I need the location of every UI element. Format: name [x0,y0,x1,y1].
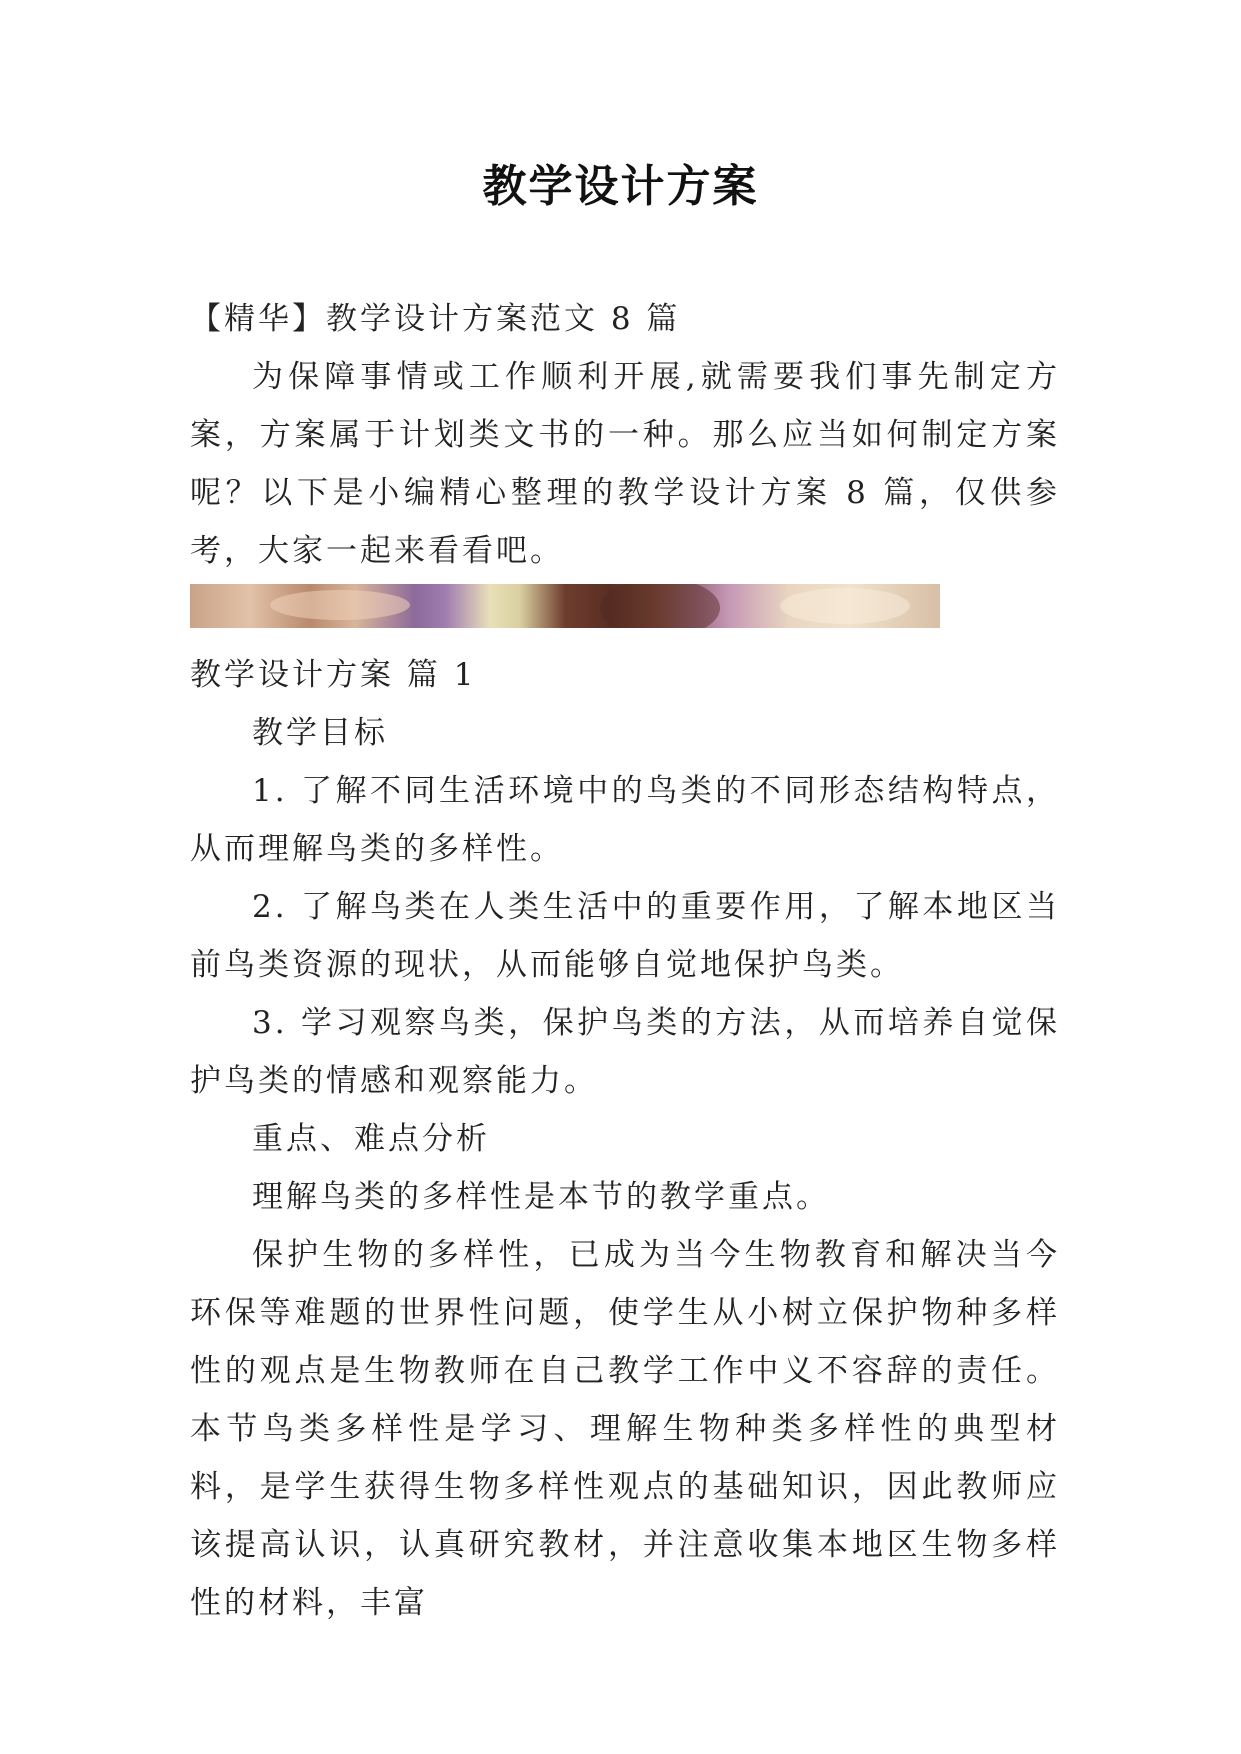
section-title: 教学设计方案 篇 1 [190,657,477,693]
intro-heading: 【精华】教学设计方案范文 8 篇 [190,301,681,337]
goal-item-1: 1. 了解不同生活环境中的鸟类的不同形态结构特点，从而理解鸟类的多样性。 [190,773,1060,867]
analysis-paragraph-2: 保护生物的多样性，已成为当今生物教育和解决当今环保等难题的世界性问题，使学生从小树立保护物种多样性的观点是生物教师在自己教学工作中义不容辞的责任。本节鸟类多样性是学习、理解生物种类多样性的典型材料，是学生获得生物多样性观点的基础知识，因此教师应该提高认识，认真研究教材，并注意收集本地区生物多样性的材料，丰富 [190,1237,1060,1621]
document-title: 教学设计方案 [482,161,759,212]
analysis-heading: 重点、难点分析 [252,1121,490,1157]
analysis-paragraph-1: 理解鸟类的多样性是本节的教学重点。 [252,1179,830,1215]
banner-image [190,584,940,628]
document-body [190,290,1060,1632]
goals-heading: 教学目标 [252,715,388,751]
goal-item-3: 3. 学习观察鸟类，保护鸟类的方法，从而培养自觉保护鸟类的情感和观察能力。 [190,1005,1060,1099]
intro-paragraph: 为保障事情或工作顺利开展,就需要我们事先制定方案，方案属于计划类文书的一种。那么应当如何制定方案呢？以下是小编精心整理的教学设计方案 8 篇，仅供参考，大家一起来看看吧。 [190,359,1060,569]
goal-item-2: 2. 了解鸟类在人类生活中的重要作用，了解本地区当前鸟类资源的现状，从而能够自觉地保护鸟类。 [190,889,1060,983]
